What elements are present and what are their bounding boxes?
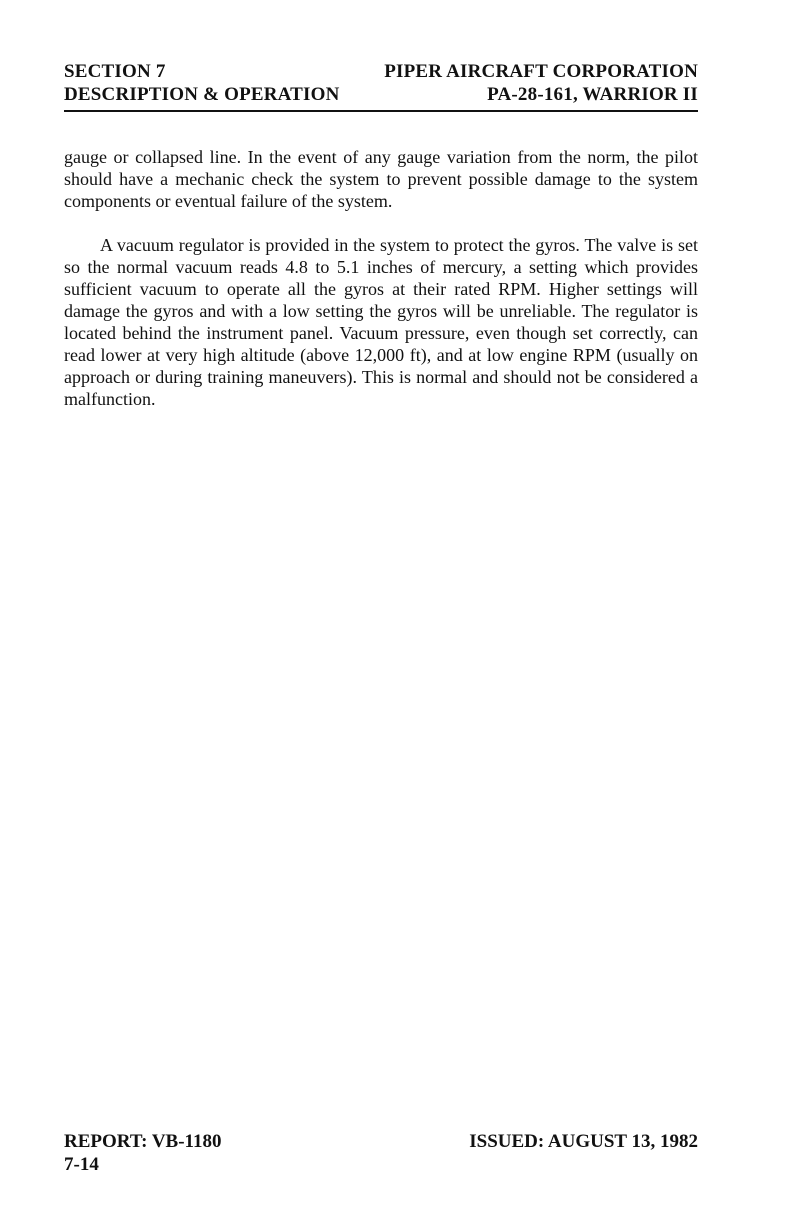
- issue-date: ISSUED: AUGUST 13, 1982: [469, 1131, 698, 1152]
- aircraft-model: PA-28-161, WARRIOR II: [487, 84, 698, 105]
- paragraph-vacuum-regulator: A vacuum regulator is provided in the system to protect the gyros. The valve is set so the normal vacuum reads 4.8 to 5.1 inches of mercury, a setting which provides sufficient vacuum to operate all the gyros at their rated RPM. Higher settings will damage the gyros and with a low setting the gyros will be unreliable. The regulator is located behind the instrument panel. Vacuum pressure, even though set correctly, can read lower at very high altitude (above 12,000 ft), and at low engine RPM (usually on approach or during training maneuvers). This is normal and should not be considered a malfunction.: [64, 235, 698, 409]
- section-label: SECTION 7: [64, 61, 166, 82]
- paragraph-gauge-check: gauge or collapsed line. In the event of any gauge variation from the norm, the pilot should have a mechanic check the system to prevent possible damage to the system components or eventual failure of the system.: [64, 147, 698, 211]
- page-footer: [64, 1130, 698, 1176]
- page-header: [64, 60, 698, 106]
- footer-row-top: [64, 1130, 698, 1153]
- header-row-bottom: [64, 83, 698, 106]
- report-number: REPORT: VB-1180: [64, 1131, 222, 1152]
- body-content: [64, 146, 698, 410]
- header-divider: [64, 110, 698, 112]
- header-row-top: [64, 60, 698, 83]
- section-title: DESCRIPTION & OPERATION: [64, 84, 340, 105]
- page-number: 7-14: [64, 1154, 99, 1175]
- footer-row-bottom: [64, 1153, 698, 1176]
- company-name: PIPER AIRCRAFT CORPORATION: [384, 61, 698, 82]
